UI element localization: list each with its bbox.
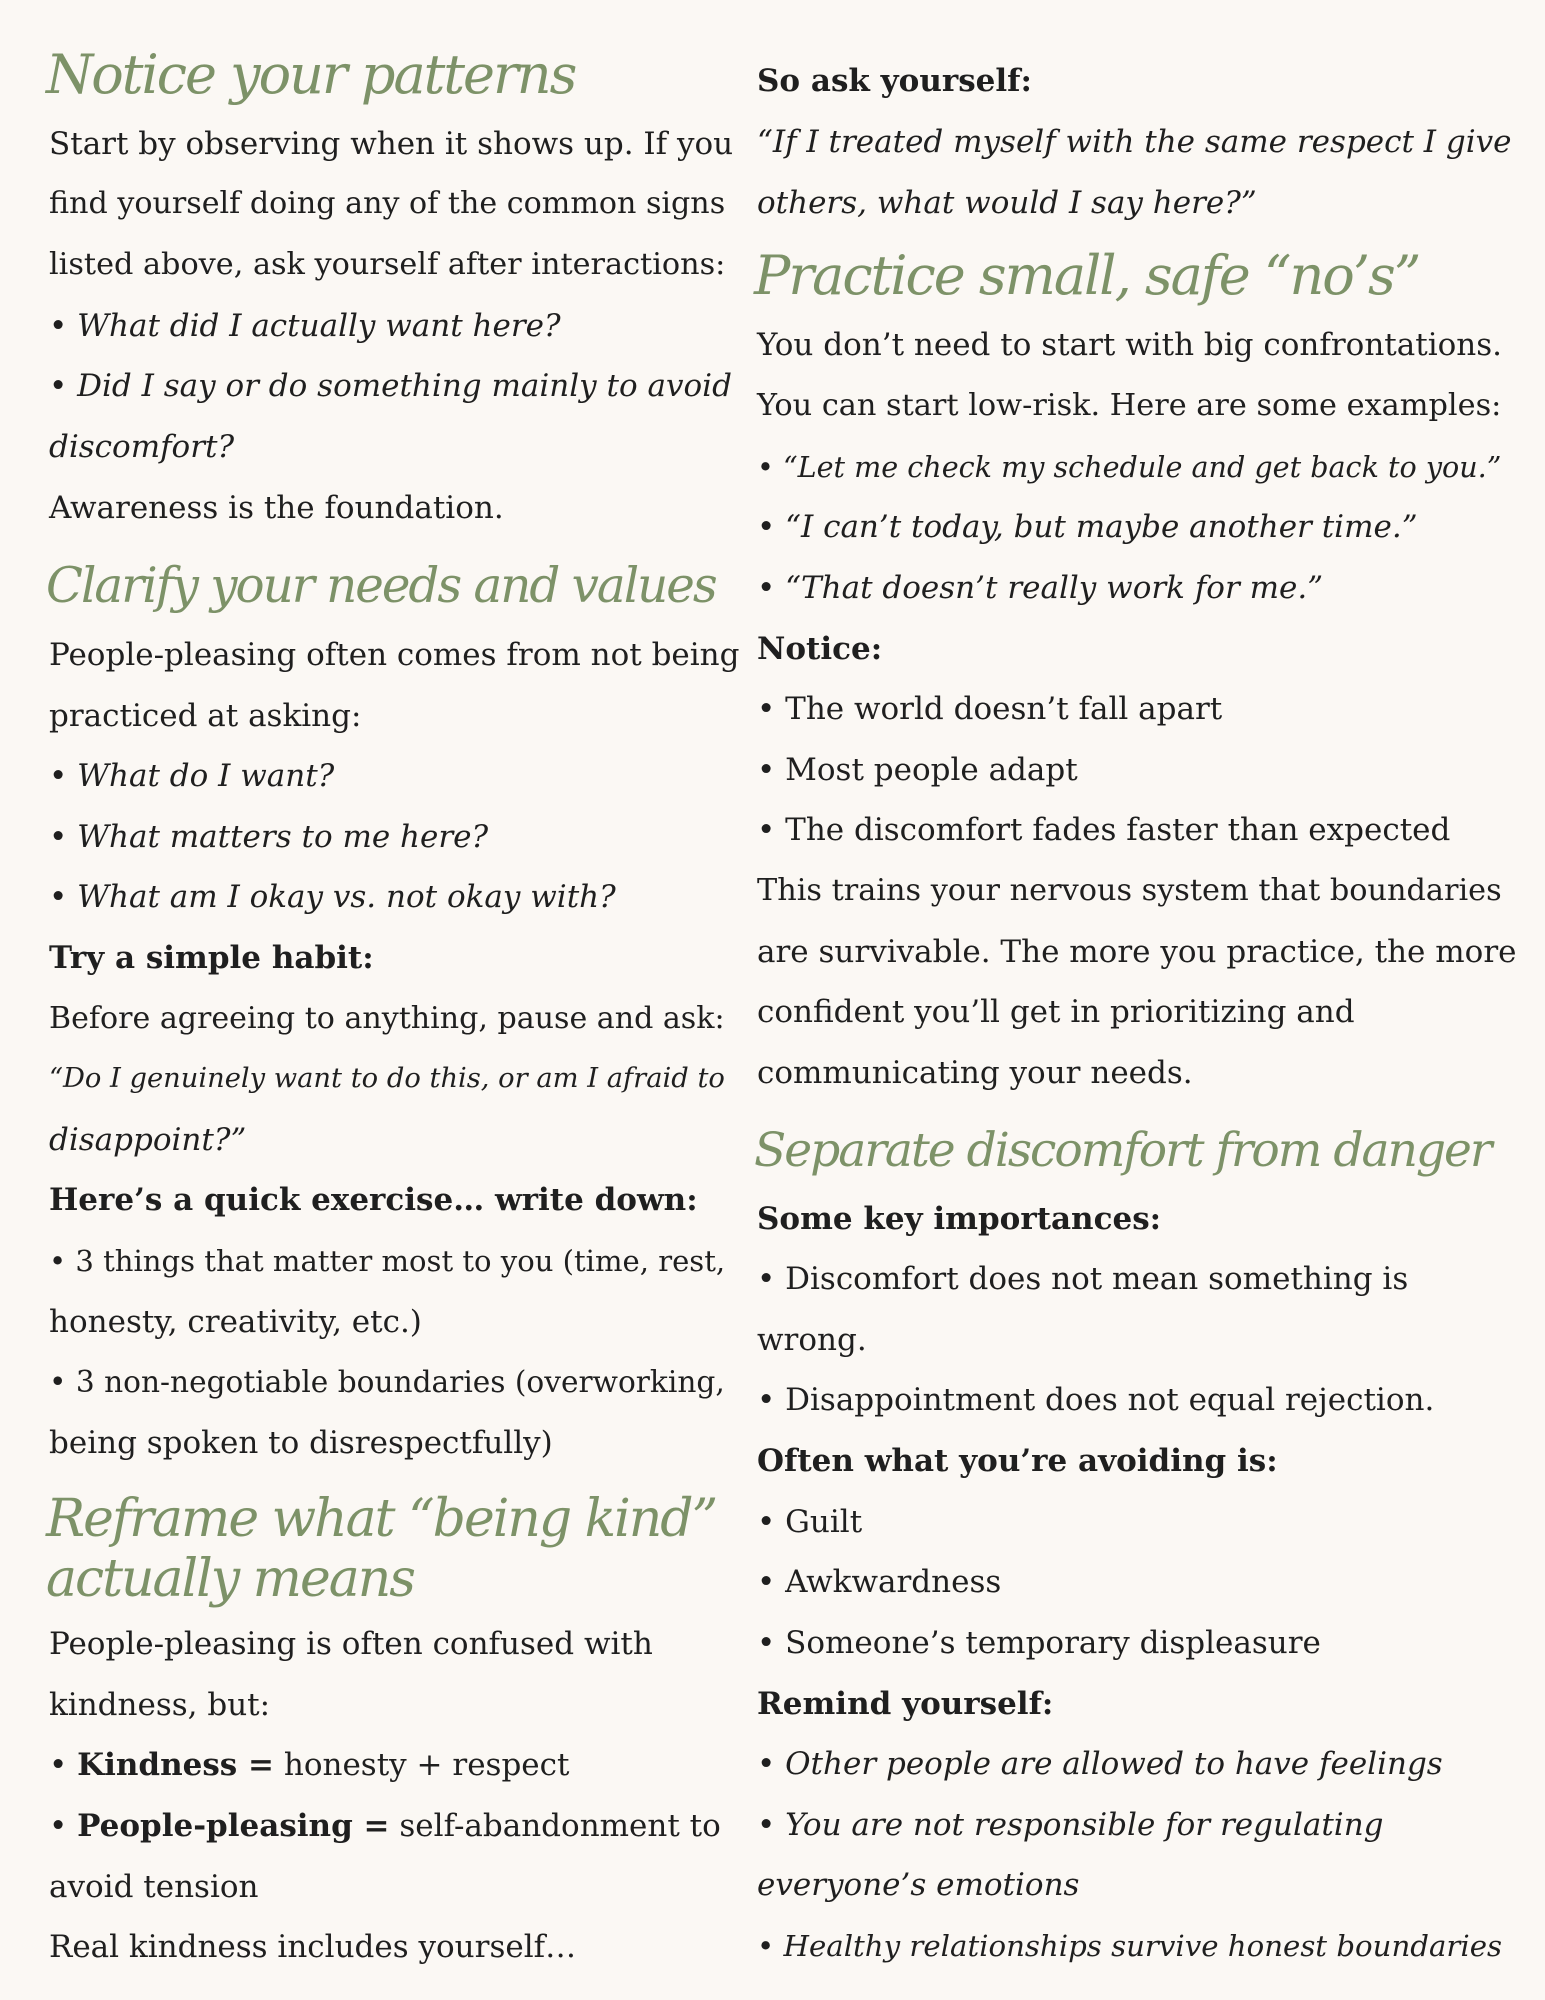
heading-separate-discomfort: Separate discomfort from danger (754, 1123, 1491, 1178)
remind-point: • You are not responsible for regulating (757, 1807, 1384, 1843)
ask-quote: “If I treated myself with the same respect I give (757, 124, 1512, 160)
remind-label: Remind yourself: (757, 1686, 1054, 1722)
heading-notice-patterns: Notice your patterns (46, 43, 576, 106)
key-importance-point: • Discomfort does not mean something is (757, 1261, 1409, 1297)
bullet-mark: • (49, 1808, 78, 1844)
remind-point: • Other people are allowed to have feelings (757, 1746, 1443, 1782)
notice-point: • Most people adapt (757, 752, 1078, 788)
notice-closing: Awareness is the foundation. (49, 490, 504, 526)
clarify-bullet: • What do I want? (49, 758, 335, 794)
heading-practice-nos: Practice small, safe “no’s” (754, 244, 1420, 307)
clarify-bullet: • What am I okay vs. not okay with? (49, 879, 616, 915)
practice-paragraph-line: You don’t need to start with big confrontations. (757, 327, 1502, 363)
bullet-mark: • (49, 1747, 78, 1783)
exercise-label: Here’s a quick exercise… write down: (49, 1182, 698, 1218)
heading-clarify-needs: Clarify your needs and values (46, 558, 716, 614)
notice-point: • The discomfort fades faster than expected (757, 812, 1451, 848)
notice-paragraph-line: Start by observing when it shows up. If you (49, 126, 734, 162)
remind-point: • Healthy relationships survive honest boundaries (757, 1929, 1502, 1963)
heading-reframe-kindness-line2: actually means (46, 1549, 414, 1609)
practice-example: • “That doesn’t really work for me.” (757, 570, 1324, 606)
reframe-closing: Real kindness includes yourself… (49, 1929, 577, 1965)
remind-point-continued: everyone’s emotions (757, 1867, 1080, 1903)
notice-paragraph-line: listed above, ask yourself after interactions: (49, 247, 726, 282)
people-pleasing-definition-continued: avoid tension (49, 1869, 259, 1905)
exercise-bullet-continued: being spoken to disrespectfully) (49, 1425, 553, 1461)
clarify-paragraph-line: People-pleasing often comes from not being (49, 637, 740, 673)
kindness-definition (49, 1745, 569, 1785)
people-pleasing-term: People-pleasing = (77, 1808, 390, 1844)
habit-label: Try a simple habit: (49, 940, 374, 976)
avoiding-label: Often what you’re avoiding is: (757, 1443, 1278, 1479)
key-importance-point-continued: wrong. (757, 1322, 867, 1358)
habit-quote-continued: disappoint?” (49, 1122, 247, 1158)
practice-example: • “I can’t today, but maybe another time.” (757, 509, 1418, 545)
exercise-bullet: • 3 things that matter most to you (time, rest, (49, 1244, 726, 1278)
people-pleasing-definition (49, 1806, 721, 1846)
clarify-bullet: • What matters to me here? (49, 819, 489, 855)
notice-paragraph-line: find yourself doing any of the common signs (49, 186, 726, 221)
avoiding-point: • Awkwardness (757, 1564, 1002, 1600)
people-pleasing-meaning: self-abandonment to (389, 1808, 721, 1844)
practice-conclusion-line: communicating your needs. (757, 1055, 1193, 1091)
reframe-paragraph-line: People-pleasing is often confused with (49, 1626, 653, 1662)
exercise-bullet: • 3 non-negotiable boundaries (overworking, (49, 1365, 725, 1399)
notice-bullet: • What did I actually want here? (49, 308, 561, 344)
avoiding-point: • Someone’s temporary displeasure (757, 1625, 1321, 1661)
notice-point: • The world doesn’t fall apart (757, 691, 1223, 727)
clarify-paragraph-line: practiced at asking: (49, 698, 362, 734)
notice-bullet-continued: discomfort? (49, 429, 235, 465)
practice-example: • “Let me check my schedule and get back to you.” (757, 450, 1502, 484)
notice-label: Notice: (757, 631, 883, 667)
ask-yourself-label: So ask yourself: (757, 63, 1032, 99)
practice-conclusion-line: confident you’ll get in prioritizing and (757, 994, 1355, 1030)
reframe-paragraph-line: kindness, but: (49, 1687, 271, 1723)
ask-quote-continued: others, what would I say here?” (757, 185, 1257, 221)
key-importances-label: Some key importances: (757, 1201, 1162, 1237)
notice-bullet: • Did I say or do something mainly to avoid (49, 368, 732, 404)
habit-quote: “Do I genuinely want to do this, or am I afraid to (49, 1063, 725, 1094)
kindness-meaning: honesty + respect (274, 1747, 570, 1783)
heading-reframe-kindness: Reframe what “being kind” (46, 1489, 717, 1549)
key-importance-point: • Disappointment does not equal rejection. (757, 1382, 1435, 1418)
practice-conclusion-line: are survivable. The more you practice, the more (757, 934, 1517, 970)
kindness-term: Kindness = (77, 1747, 275, 1783)
avoiding-point: • Guilt (757, 1504, 863, 1540)
exercise-bullet-continued: honesty, creativity, etc.) (49, 1304, 422, 1340)
practice-conclusion-line: This trains your nervous system that boundaries (757, 873, 1502, 908)
practice-paragraph-line: You can start low-risk. Here are some examples: (757, 388, 1502, 423)
habit-text: Before agreeing to anything, pause and ask: (49, 1001, 725, 1036)
